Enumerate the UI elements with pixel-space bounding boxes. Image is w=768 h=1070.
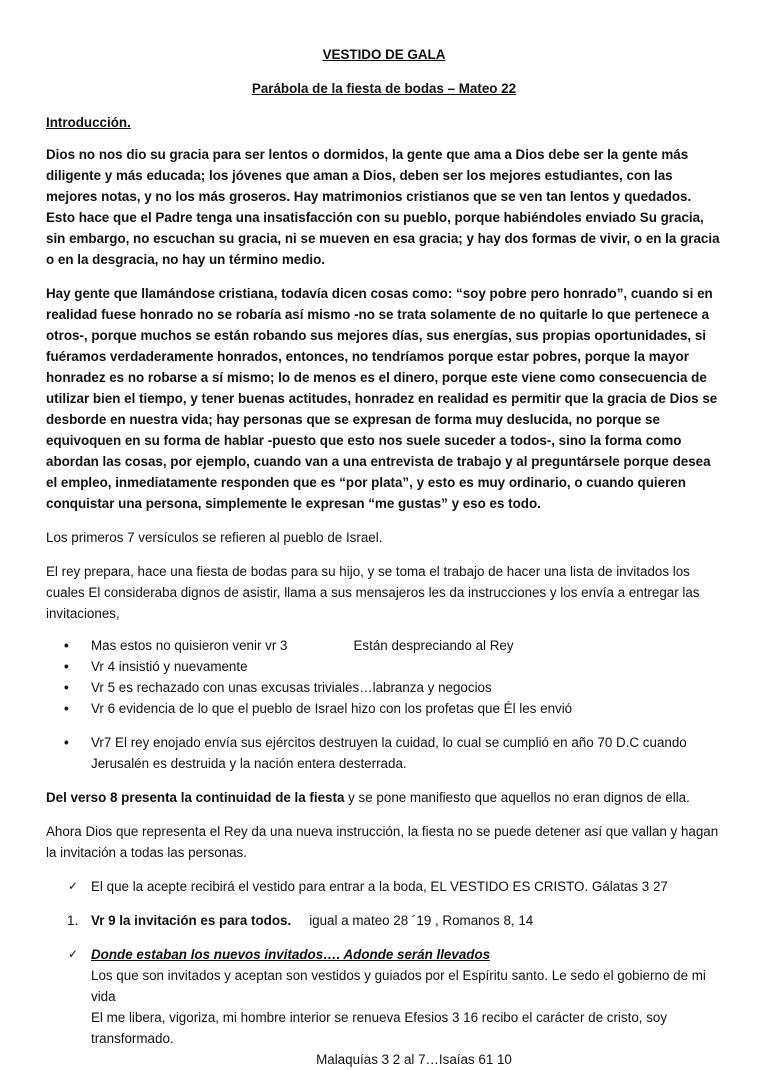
paragraph-3: Los primeros 7 versículos se refieren al pueblo de Israel. <box>46 530 383 545</box>
list-item <box>46 677 722 698</box>
paragraph-1: Dios no nos dio su gracia para ser lentos o dormidos, la gente que ama a Dios debe ser la gente más diligente y más educada; los jóvenes que aman a Dios, deben ser los mejores estudiantes, con las mejores notas, y no los más groseros. Hay matrimonios cristianos que se ven tan lentos y quedados. Esto hace que el Padre tenga una insatisfacción con su pueblo, porque habiéndoles enviado Su gracia, sin embargo, no escuchan su gracia, ni se mueven en esa gracia; y hay dos formas de vivir, o en la gracia o en la desgracia, no hay un término medio. <box>46 147 720 267</box>
bullet-list <box>46 635 722 774</box>
list-item <box>46 656 722 677</box>
numbered-item <box>46 910 722 931</box>
document-subtitle: Parábola de la fiesta de bodas – Mateo 22 <box>251 81 517 96</box>
bullet-icon: • <box>64 735 69 750</box>
bullet-text: Vr 6 evidencia de lo que el pueblo de Israel hizo con los profetas que Él les envió <box>91 701 573 716</box>
checkmark-icon: ✓ <box>68 879 79 893</box>
document-title: VESTIDO DE GALA <box>322 47 446 62</box>
bullet-text: Vr 5 es rechazado con unas excusas triviales…labranza y negocios <box>91 680 492 695</box>
paragraph-2: Hay gente que llamándose cristiana, todavía dicen cosas como: “soy pobre pero honrado”, cuando si en realidad fuese honrado no se robaría así mismo -no se trata solamente de no quitarle lo que pertenece a otros-, porque muchos se están robando sus mejores días, sus energías, sus propias oportunidades, si fuéramos verdaderamente honrados, entonces, no tendríamos porque estar pobres, porque la mayor honradez es no robarse a sí mismo; lo de menos es el dinero, porque este viene como consecuencia de utilizar bien el tiempo, y tener buenas actitudes, honradez en realidad es permitir que la gracia de Dios se desborde en nuestra vida; hay personas que se expresan de forma muy deslucida, no porque se equivoquen en su forma de hablar -puesto que esto nos suele suceder a todos-, sino la forma como abordan las cosas, por ejemplo, cuando van a una entrevista de trabajo y al preguntársele porque desea el empleo, inmediatamente responden que es “por plata”, y esto es muy ordinario, o cuando quieren conquistar una persona, simplemente le expresan “me gustas” y eso es todo. <box>46 286 718 511</box>
bullet-icon: • <box>64 638 69 653</box>
bullet-text-aside: Están despreciando al Rey <box>353 638 514 653</box>
checklist-text: El que la acepte recibirá el vestido para entrar a la boda, EL VESTIDO ES CRISTO. Gálatas 3 27 <box>91 879 668 894</box>
checkmark-icon: ✓ <box>68 947 79 961</box>
intro-heading: Introducción. <box>46 115 131 130</box>
bullet-icon: • <box>64 701 69 716</box>
bullet-icon: • <box>64 680 69 695</box>
list-item <box>46 732 722 774</box>
bullet-text: Mas estos no quisieron venir vr 3 <box>91 638 288 653</box>
bullet-text: Vr 4 insistió y nuevamente <box>91 659 248 674</box>
paragraph-5-rest: y se pone manifiesto que aquellos no eran dignos de ella. <box>344 790 690 805</box>
bullet-icon: • <box>64 659 69 674</box>
list-item <box>46 635 722 656</box>
numbered-item-rest: igual a mateo 28 ´19 , Romanos 8, 14 <box>309 913 534 928</box>
checklist-detail-line: Los que son invitados y aceptan son vestidos y guiados por el Espíritu santo. Le sedo el gobierno de mi vida <box>91 968 706 1004</box>
checklist-detail-line: El me libera, vigoriza, mi hombre interior se renueva Efesios 3 16 recibo el carácter de cristo, soy transformado. <box>91 1010 668 1046</box>
checklist-heading: Donde estaban los nuevos invitados…. Adonde serán llevados <box>91 947 491 962</box>
paragraph-5 <box>46 787 722 808</box>
bullet-text: Vr7 El rey enojado envía sus ejércitos destruyen la cuidad, lo cual se cumplió en año 70 D.C cuando Jerusalén es destruida y la nación entera desterrada. <box>91 735 687 771</box>
paragraph-5-bold: Del verso 8 presenta la continuidad de la fiesta <box>46 790 345 805</box>
scripture-reference: Malaquías 3 2 al 7…Isaías 61 10 <box>316 1052 512 1067</box>
checklist-item <box>46 876 722 897</box>
number-marker: 1. <box>67 913 79 928</box>
list-item <box>46 698 722 719</box>
numbered-item-bold: Vr 9 la invitación es para todos. <box>91 913 292 928</box>
checklist-item <box>46 944 722 965</box>
paragraph-4: El rey prepara, hace una fiesta de bodas para su hijo, y se toma el trabajo de hacer una lista de invitados los cuales El consideraba dignos de asistir, llama a sus mensajeros les da instrucciones y los envía a entregar las invitaciones, <box>46 564 700 621</box>
paragraph-6: Ahora Dios que representa el Rey da una nueva instrucción, la fiesta no se puede detener así que vallan y hagan la invitación a todas las personas. <box>46 824 719 860</box>
